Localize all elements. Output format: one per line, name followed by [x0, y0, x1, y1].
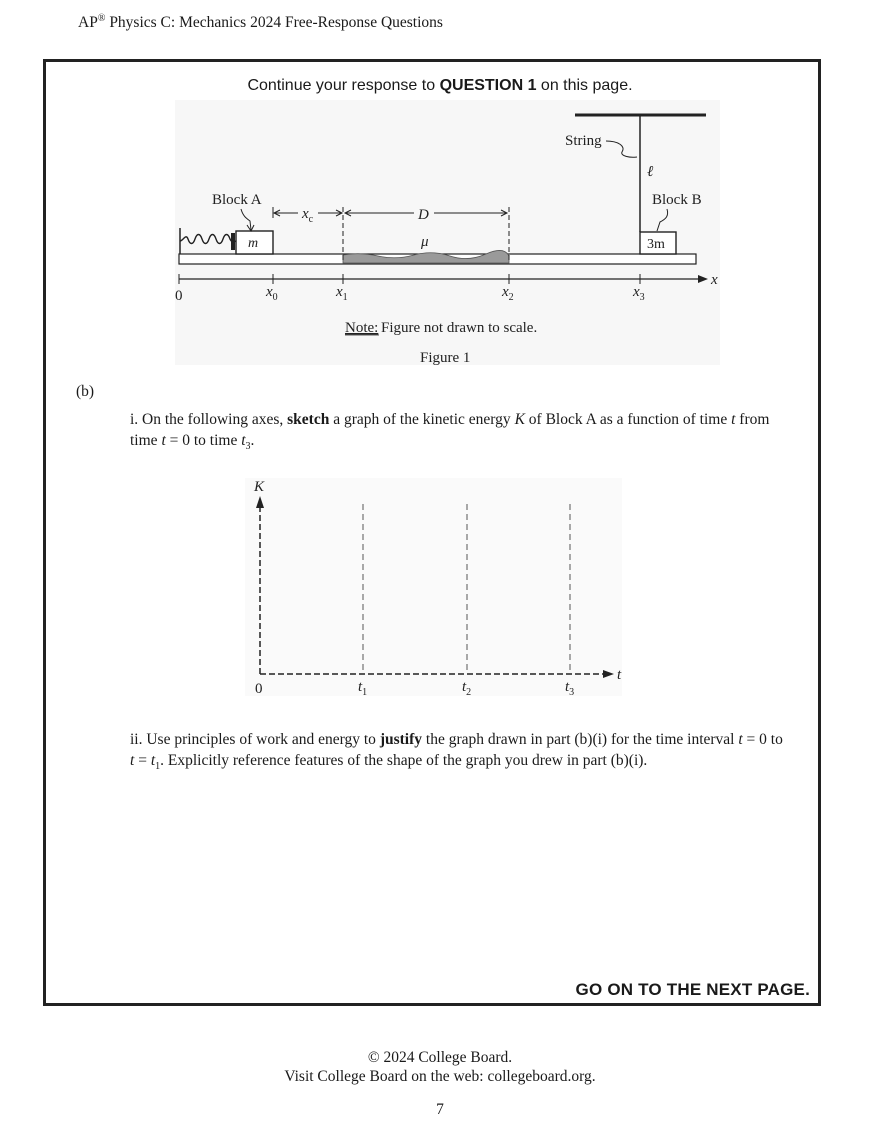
question-b-ii-line-1: ii. Use principles of work and energy to justify the graph drawn in part (b)(i) for the time interval t = 0 to [130, 731, 783, 748]
tick-x2: $x_2$ [502, 284, 514, 303]
position-axis-label: x [711, 272, 718, 288]
tick-x0: $x_0$ [266, 284, 278, 303]
block-b-label: Block B [652, 192, 702, 208]
length-label: ℓ [647, 164, 654, 180]
question-number: QUESTION 1 [439, 77, 537, 94]
question-b-ii-line-2: $t = t_1$. Explicitly reference features of the shape of the graph you drew in part (b)(i). [130, 752, 648, 773]
tick-0: 0 [175, 288, 183, 304]
time-axis-label: t [617, 667, 622, 683]
question-b-i [130, 409, 798, 457]
website-notice: Visit College Board on the web: collegeboard.org. [284, 1068, 596, 1085]
note-text: Figure not drawn to scale. [381, 320, 538, 336]
spring-plate [231, 233, 235, 250]
tick-x3: $x_3$ [633, 284, 645, 303]
response-area[interactable] [60, 780, 800, 970]
xc-label: $x_c$ [302, 206, 314, 225]
string-label: String [565, 133, 602, 149]
mu-label: μ [421, 234, 429, 250]
copyright: © 2024 College Board. [367, 1049, 513, 1066]
block-b-mass: 3m [647, 237, 665, 252]
header-title: AP [78, 14, 98, 32]
answer-graph[interactable] [0, 470, 880, 710]
question-b-ii [130, 729, 798, 777]
graph-origin: 0 [255, 681, 263, 697]
header-title-rest: Physics C: Mechanics 2024 Free-Response Questions [105, 14, 443, 32]
question-b-i-line-1: i. On the following axes, sketch a graph of the kinetic energy K of Block A as a function of time t from [130, 411, 770, 428]
figure-caption: Figure 1 [420, 350, 471, 366]
block-a-label: Block A [212, 192, 262, 208]
block-a-mass: m [248, 236, 259, 251]
t3-label: $t_3$ [565, 679, 575, 698]
graph-background [245, 478, 622, 696]
registered-mark: ® [97, 13, 106, 24]
t2-label: $t_2$ [462, 679, 472, 698]
part-b-label: (b) [76, 383, 95, 400]
continue-instruction: Continue your response to QUESTION 1 on this page. [247, 77, 633, 94]
note-label: Note: [345, 320, 379, 336]
go-on-notice: GO ON TO THE NEXT PAGE. [575, 980, 810, 999]
page-number: 7 [436, 1101, 444, 1118]
k-axis-label: K [254, 479, 265, 495]
question-b-i-line-2: time t = 0 to time $t_3$. [130, 432, 255, 453]
t1-label: $t_1$ [358, 679, 368, 698]
tick-x1: $x_1$ [336, 284, 348, 303]
d-label: D [418, 207, 429, 223]
figure-1 [0, 0, 880, 380]
